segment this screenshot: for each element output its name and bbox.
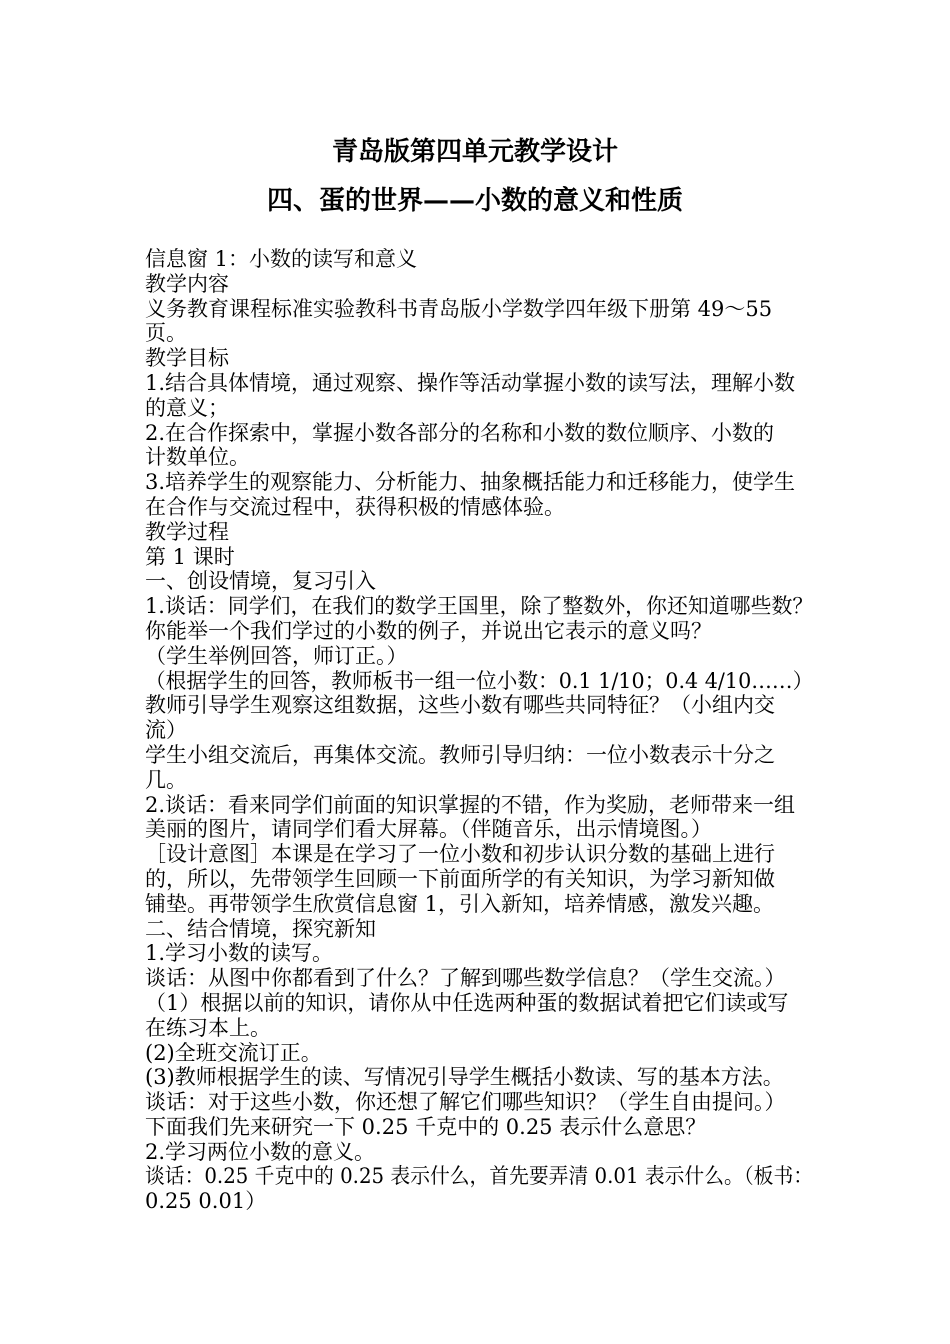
document-body [145,247,813,1214]
text-line: 信息窗 1：小数的读写和意义 [145,247,418,271]
text-line: ［设计意图］本课是在学习了一位小数和初步认识分数的基础上进行 [145,842,775,867]
text-line: 3.培养学生的观察能力、分析能力、抽象概括能力和迁移能力，使学生 [145,470,796,495]
text-line: 计数单位。 [145,445,250,470]
document-subtitle: 四、蛋的世界——小数的意义和性质 [266,186,683,216]
text-line: 2.学习两位小数的意义。 [145,1139,376,1164]
text-line: 1.结合具体情境，通过观察、操作等活动掌握小数的读写法，理解小数 [145,370,796,395]
text-line: 2.谈话：看来同学们前面的知识掌握的不错，作为奖励，老师带来一组 [145,792,796,817]
document-title: 青岛版第四单元教学设计 [331,137,618,167]
text-line: 学生小组交流后，再集体交流。教师引导归纳：一位小数表示十分之 [145,742,775,767]
text-line: 一、创设情境，复习引入 [145,569,376,594]
text-line: 在合作与交流过程中，获得积极的情感体验。 [145,494,565,519]
text-line: 谈话：0.25 千克中的 0.25 表示什么，首先要弄清 0.01 表示什么。（板书： [145,1164,814,1189]
text-line: 1.学习小数的读写。 [145,941,334,966]
text-line: 谈话：从图中你都看到了什么？了解到哪些数学信息？（学生交流。） [145,966,786,991]
text-line: 你能举一个我们学过的小数的例子，并说出它表示的意义吗？ [145,618,712,643]
text-line: 在练习本上。 [145,1015,271,1040]
text-line: （1）根据以前的知识，请你从中任选两种蛋的数据试着把它们读或写 [145,990,789,1015]
text-line: 下面我们先来研究一下 0.25 千克中的 0.25 表示什么意思？ [145,1114,707,1139]
text-line: 1.谈话：同学们，在我们的数学王国里，除了整数外，你还知道哪些数？ [145,594,814,619]
text-line: （根据学生的回答，教师板书一组一位小数：0.1 1/10；0.4 4/10……） [145,668,814,693]
text-line: （学生举例回答，师订正。） [145,643,408,668]
text-line: 的意义； [145,395,229,420]
text-line: 铺垫。再带领学生欣赏信息窗 1，引入新知，培养情感，激发兴趣。 [145,891,775,916]
text-line: 美丽的图片，请同学们看大屏幕。（伴随音乐，出示情境图。） [145,817,712,842]
text-line: 义务教育课程标准实验教科书青岛版小学数学四年级下册第 49～55 [145,296,773,321]
text-line: 教师引导学生观察这组数据，这些小数有哪些共同特征？（小组内交 [145,693,775,718]
text-line: 二、结合情境，探究新知 [145,916,376,941]
text-line: 谈话：对于这些小数，你还想了解它们哪些知识？（学生自由提问。） [145,1090,786,1115]
text-line: (2)全班交流订正。 [145,1040,322,1065]
text-line: 页。 [145,321,187,346]
text-line: 教学过程 [145,519,229,544]
text-line: 0.25 0.01） [145,1189,267,1214]
text-line: 教学目标 [145,346,229,371]
text-line: 2.在合作探索中，掌握小数各部分的名称和小数的数位顺序、小数的 [145,420,775,445]
text-line: 教学内容 [145,271,229,296]
text-line: 流） [145,718,187,743]
text-line: 第 1 课时 [145,544,235,569]
text-line: (3)教师根据学生的读、写情况引导学生概括小数读、写的基本方法。 [145,1065,784,1090]
text-line: 的，所以，先带领学生回顾一下前面所学的有关知识，为学习新知做 [145,866,775,891]
text-line: 几。 [145,767,187,792]
